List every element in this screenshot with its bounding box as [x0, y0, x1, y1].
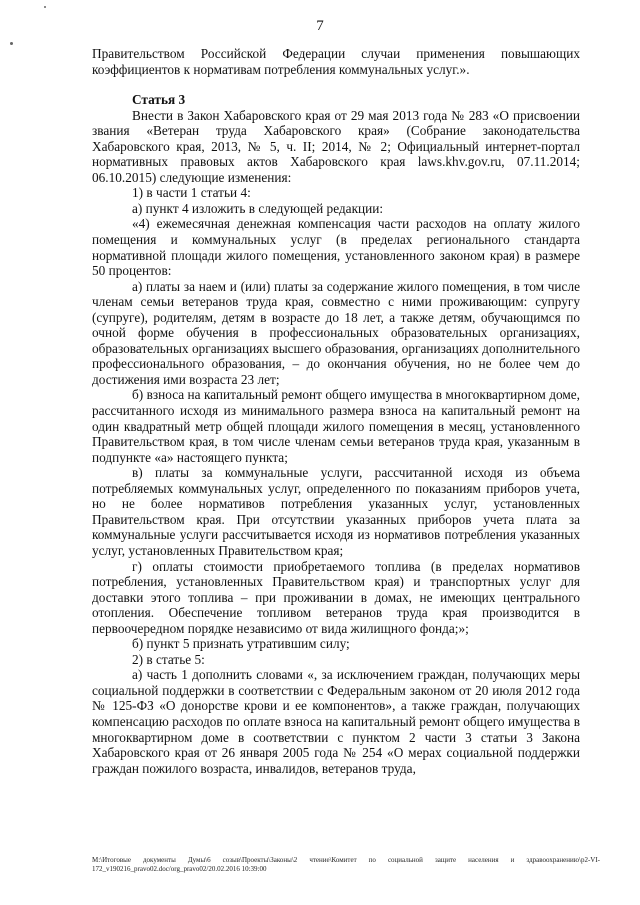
document-body	[92, 46, 580, 776]
body-paragraph: «4) ежемесячная денежная компенсация части расходов на оплату жилого помещения и коммунальных услуг (в пределах регионального стандарта нормативной площади жилого помещения, установленного законом края) в размере 50 процентов:	[92, 216, 580, 279]
body-paragraph: г) оплаты стоимости приобретаемого топлива (в пределах нормативов потребления, установленных Правительством края) и транспортных услуг для доставки этого топлива – при проживании в домах, не имеющих центрального отопления. Обеспечение топливом ветеранов труда края производится в первоочередном порядке независимо от вида жилищного фонда;»;	[92, 558, 580, 636]
body-paragraph: а) платы за наем и (или) платы за содержание жилого помещения, в том числе членам семьи ветеранов труда края, совместно с ними проживающим: супругу (супруге), родителям, детям в возрасте до 18 лет, а также детям, обучающимся по очной форме обучения в профессиональных образовательных организациях, образовательных организациях высшего образования, организациях дополнительного профессионального образования, – до окончания обучения, но не более чем до достижения ими возраста 23 лет;	[92, 278, 580, 387]
paragraph-gap	[92, 77, 580, 92]
body-paragraph: в) платы за коммунальные услуги, рассчитанной исходя из объема потребляемых коммунальных услуг, определенного по показаниям приборов учета, но не более нормативов потребления указанных услуг, установленных Правительством края. При отсутствии указанных приборов учета плата за коммунальные услуги рассчитывается исходя из нормативов потребления указанных услуг, установленных Правительством края;	[92, 465, 580, 558]
article-heading: Статья 3	[132, 92, 186, 108]
body-paragraph: Внести в Закон Хабаровского края от 29 мая 2013 года № 283 «О присвоении звания «Ветеран труда Хабаровского края» (Собрание законодательства Хабаровского края, 2013, № 5, ч. II; 2014, № 2; Официальный интернет-портал нормативных правовых актов Хабаровского края laws.khv.gov.ru, 07.11.2014; 06.10.2015) следующие изменения:	[92, 107, 580, 185]
body-paragraph: 2) в статье 5:	[132, 651, 205, 667]
body-paragraph: б) пункт 5 признать утратившим силу;	[132, 636, 350, 652]
file-path-footer: M:\Итоговые документы Думы\6 созыв\Проекты\Законы\2 чтение\Комитет по социальной защите населения и здравоохранению\p2-VI-172_v190216_pravo02.doc/org_pravo02/20.02.2016 10:39:00	[92, 856, 600, 873]
body-paragraph: Правительством Российской Федерации случаи применения повышающих коэффициентов к нормативам потребления коммунальных услуг.».	[92, 46, 580, 77]
body-paragraph: 1) в части 1 статьи 4:	[132, 185, 251, 201]
scan-speck	[44, 6, 46, 8]
body-paragraph: а) пункт 4 изложить в следующей редакции:	[132, 200, 384, 216]
scan-speck	[10, 42, 13, 45]
body-paragraph: а) часть 1 дополнить словами «, за исключением граждан, получающих меры социальной поддержки в соответствии с Федеральным законом от 20 июля 2012 года № 125-ФЗ «О донорстве крови и ее компонентов», а также граждан, получающих компенсацию расходов по оплате взноса на капитальный ремонт общего имущества в многоквартирном доме в соответствии с пунктом 2 части 3 статьи 3 Закона Хабаровского края от 26 января 2005 года № 254 «О мерах социальной поддержки граждан пожилого возраста, инвалидов, ветеранов труда,	[92, 667, 580, 776]
body-paragraph: б) взноса на капитальный ремонт общего имущества в многоквартирном доме, рассчитанного исходя из минимального размера взноса на капитальный ремонт на один квадратный метр общей площади жилого помещения в месяц, установленного Правительством края, в том числе членам семьи ветеранов труда края, указанным в подпункте «а» настоящего пункта;	[92, 387, 580, 465]
page-number: 7	[316, 18, 324, 34]
